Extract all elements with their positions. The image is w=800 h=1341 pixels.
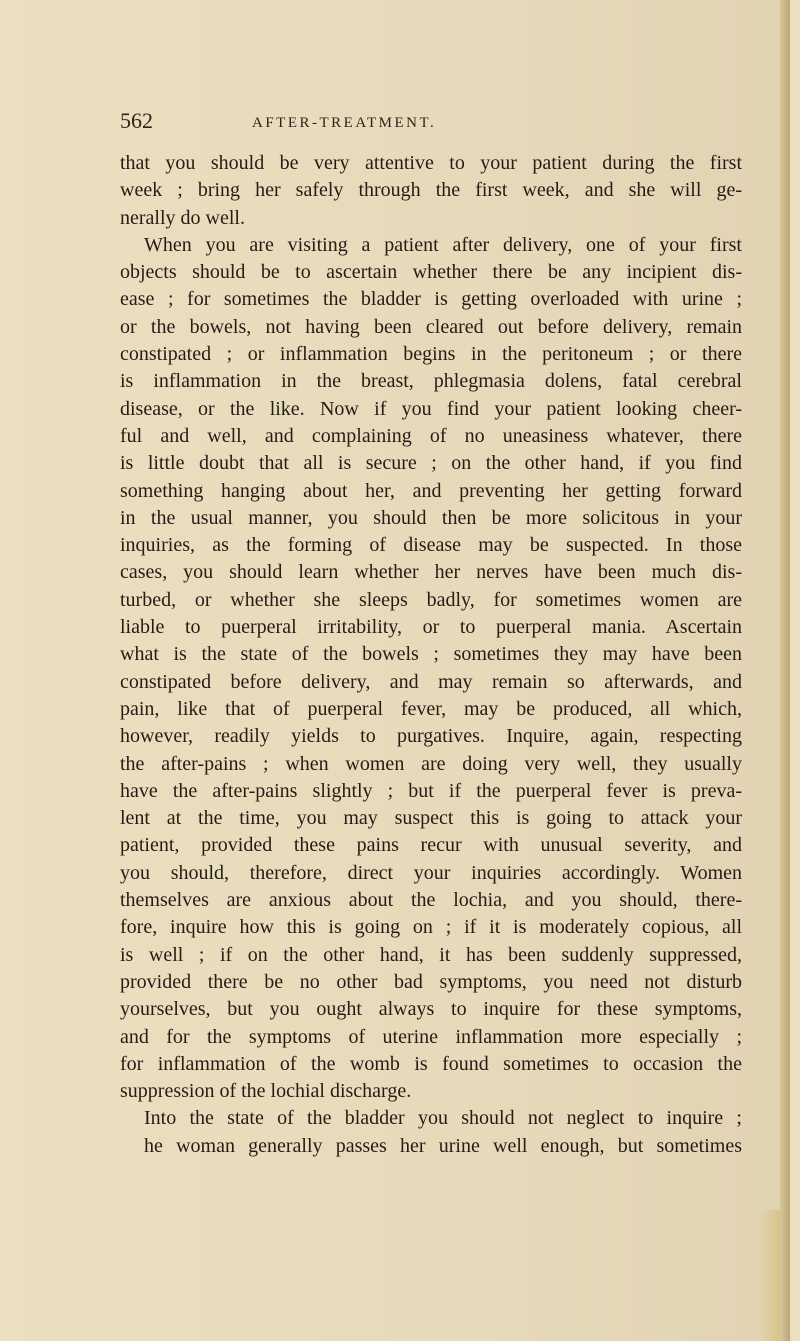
page-number: 562 xyxy=(120,108,153,133)
text-line: patient, provided these pains recur with unusual severity, and xyxy=(120,834,742,857)
text-line: the after-pains ; when women are doing very well, they usually xyxy=(120,752,742,775)
running-head: AFTER-TREATMENT. xyxy=(252,115,437,131)
page-edge xyxy=(780,0,790,1341)
text-line: for inflammation of the womb is found sometimes to occasion the xyxy=(120,1052,742,1075)
text-line: that you should be very attentive to your patient during the first xyxy=(120,152,742,174)
text-line: he woman generally passes her urine well enough, but sometimes xyxy=(144,1134,742,1157)
text-line: is well ; if on the other hand, it has been suddenly suppressed, xyxy=(120,943,742,966)
text-line: provided there be no other bad symptoms, you need not disturb xyxy=(120,970,742,993)
text-line: and for the symptoms of uterine inflammation more especially ; xyxy=(120,1025,742,1048)
text-line: cases, you should learn whether her nerves have been much dis- xyxy=(120,561,742,584)
text-line: however, readily yields to purgatives. Inquire, again, respecting xyxy=(120,725,742,748)
text-line: ease ; for sometimes the bladder is getting overloaded with urine ; xyxy=(120,288,742,311)
body-text xyxy=(120,150,742,1160)
text-line: is inflammation in the breast, phlegmasia dolens, fatal cerebral xyxy=(120,370,742,393)
text-line: pain, like that of puerperal fever, may be produced, all which, xyxy=(120,697,742,720)
text-line: something hanging about her, and preventing her getting forward xyxy=(120,479,742,502)
text-line: constipated ; or inflammation begins in the peritoneum ; or there xyxy=(120,343,742,366)
text-line: When you are visiting a patient after delivery, one of your first xyxy=(144,233,742,256)
text-line: Into the state of the bladder you should not neglect to inquire ; xyxy=(144,1107,742,1130)
text-line: suppression of the lochial discharge. xyxy=(120,1080,412,1103)
text-line: constipated before delivery, and may remain so afterwards, and xyxy=(120,670,742,693)
text-line: disease, or the like. Now if you find your patient looking cheer- xyxy=(120,397,742,420)
text-line: fore, inquire how this is going on ; if it is moderately copious, all xyxy=(120,916,742,939)
text-line: turbed, or whether she sleeps badly, for sometimes women are xyxy=(120,588,742,611)
text-line: have the after-pains slightly ; but if the puerperal fever is preva- xyxy=(120,779,742,802)
text-line: inquiries, as the forming of disease may be suspected. In those xyxy=(120,534,742,557)
text-line: lent at the time, you may suspect this is going to attack your xyxy=(120,807,742,830)
text-line: liable to puerperal irritability, or to puerperal mania. Ascertain xyxy=(120,616,742,639)
text-line: or the bowels, not having been cleared out before delivery, remain xyxy=(120,315,742,338)
text-line: is little doubt that all is secure ; on the other hand, if you find xyxy=(120,452,742,475)
text-line: yourselves, but you ought always to inquire for these symptoms, xyxy=(120,998,742,1021)
text-line: you should, therefore, direct your inquiries accordingly. Women xyxy=(120,861,742,884)
text-line: objects should be to ascertain whether there be any incipient dis- xyxy=(120,261,742,284)
page-header xyxy=(120,109,740,133)
text-line: week ; bring her safely through the first week, and she will ge- xyxy=(120,179,742,202)
text-line: ful and well, and complaining of no uneasiness whatever, there xyxy=(120,424,742,447)
text-line: what is the state of the bowels ; sometimes they may have been xyxy=(120,643,742,666)
text-line: nerally do well. xyxy=(120,206,245,229)
text-line: themselves are anxious about the lochia, and you should, there- xyxy=(120,889,742,912)
text-line: in the usual manner, you should then be more solicitous in your xyxy=(120,506,742,529)
